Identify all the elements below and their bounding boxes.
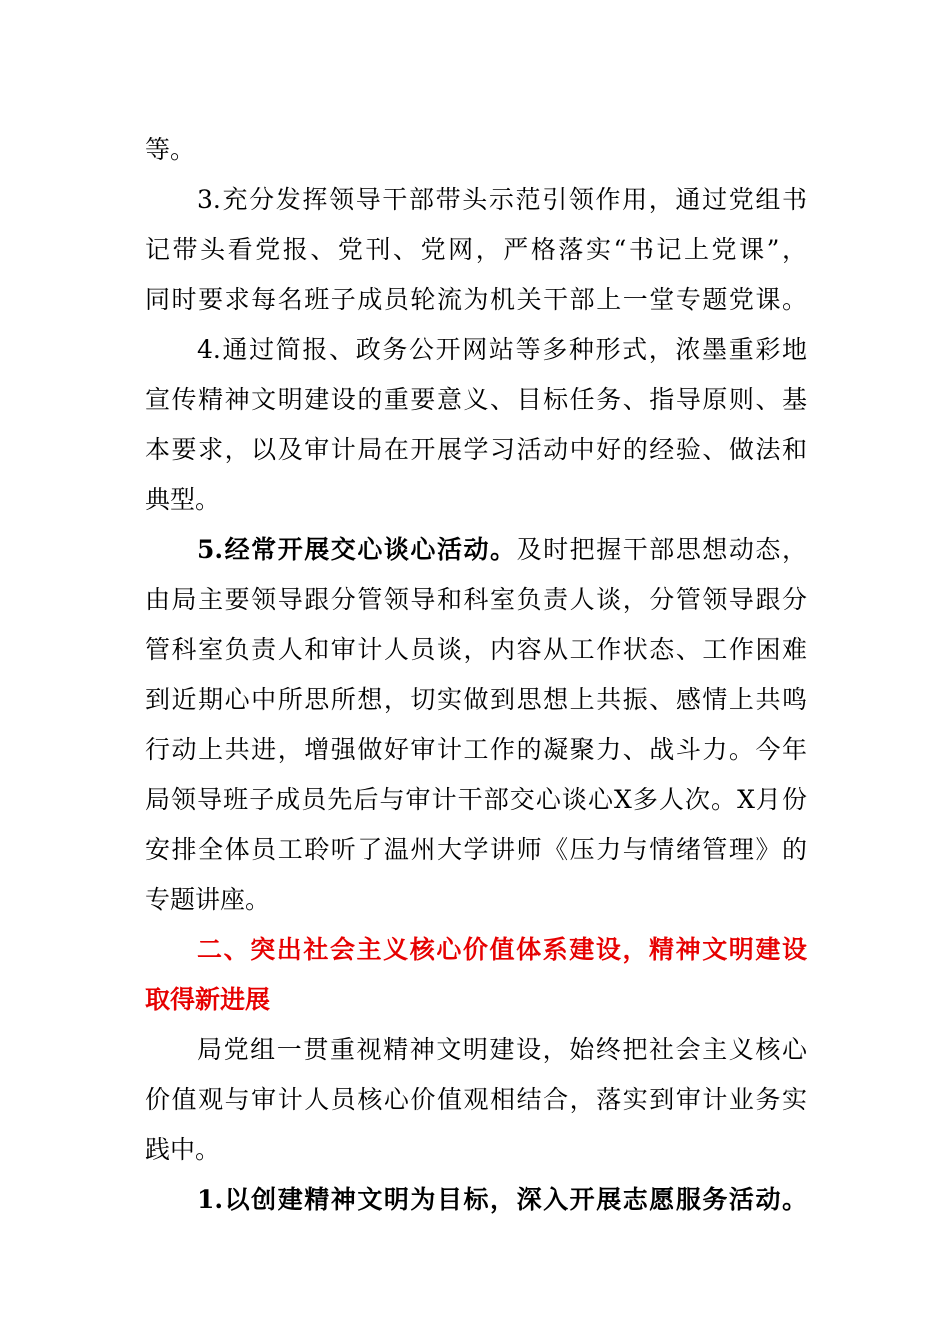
paragraph-line: 典型。 [145, 485, 221, 514]
subsection-heading: 1.以创建精神文明为目标，深入开展志愿服务活动。 [197, 1185, 807, 1214]
paragraph-line: 专题讲座。 [145, 885, 271, 914]
paragraph-line: 同时要求每名班子成员轮流为机关干部上一堂专题党课。 [145, 285, 807, 314]
section-heading: 取得新进展 [145, 985, 271, 1014]
paragraph-line: 等。 [145, 135, 196, 164]
section-heading: 二、突出社会主义核心价值体系建设，精神文明建设 [197, 935, 807, 964]
paragraph-line: 价值观与审计人员核心价值观相结合，落实到审计业务实 [145, 1085, 807, 1114]
paragraph-line: 局党组一贯重视精神文明建设，始终把社会主义核心 [197, 1035, 807, 1064]
paragraph-line: 记带头看党报、党刊、党网，严格落实“书记上党课”， [145, 235, 807, 264]
paragraph-line: 行动上共进，增强做好审计工作的凝聚力、战斗力。今年 [145, 735, 807, 764]
paragraph-line: 本要求，以及审计局在开展学习活动中好的经验、做法和 [145, 435, 807, 464]
paragraph-line: 3.充分发挥领导干部带头示范引领作用，通过党组书 [197, 185, 807, 214]
paragraph-line: 安排全体员工聆听了温州大学讲师《压力与情绪管理》的 [145, 835, 807, 864]
paragraph-line: 管科室负责人和审计人员谈，内容从工作状态、工作困难 [145, 635, 807, 664]
paragraph-line: 局领导班子成员先后与审计干部交心谈心X多人次。X月份 [145, 785, 807, 814]
paragraph-line: 践中。 [145, 1135, 221, 1164]
paragraph-line: 到近期心中所思所想，切实做到思想上共振、感情上共鸣 [145, 685, 807, 714]
bold-lead-text: 5.经常开展交心谈心活动。 [197, 535, 517, 564]
paragraph-line: 4.通过简报、政务公开网站等多种形式，浓墨重彩地 [197, 335, 807, 364]
paragraph-line [197, 533, 807, 567]
paragraph-line: 宣传精神文明建设的重要意义、目标任务、指导原则、基 [145, 385, 807, 414]
paragraph-line: 由局主要领导跟分管领导和科室负责人谈，分管领导跟分 [145, 585, 807, 614]
paragraph-text: 及时把握干部思想动态， [516, 535, 807, 564]
